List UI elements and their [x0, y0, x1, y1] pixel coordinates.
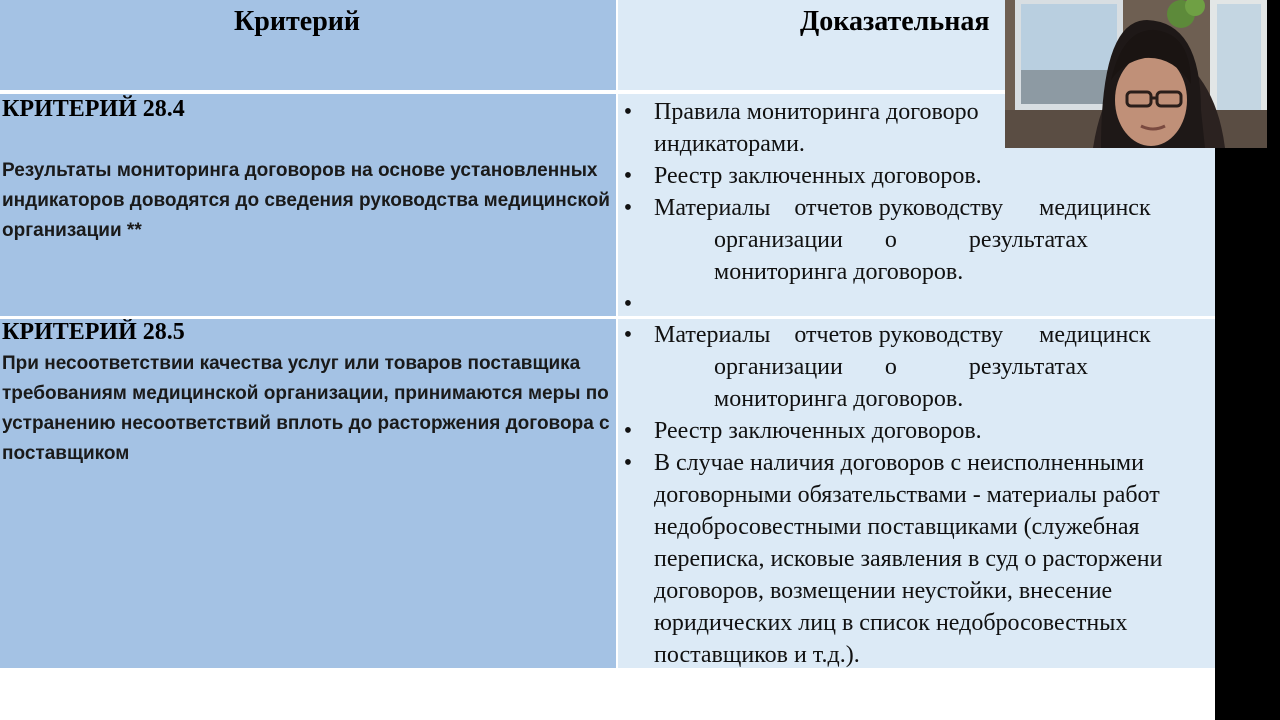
- bullet-icon: •: [623, 163, 633, 189]
- evidence-item: • В случае наличия договоров с неисполненными: [618, 447, 1215, 479]
- evidence-item: • Реестр заключенных договоров.: [618, 160, 1215, 192]
- evidence-item-continuation: организации о результатах: [714, 354, 1088, 380]
- evidence-item-continuation: мониторинга договоров.: [714, 259, 964, 285]
- criterion-28-4-title: КРИТЕРИЙ 28.4: [2, 96, 185, 122]
- evidence-item: • Правила мониторинга договоро: [618, 96, 1215, 128]
- evidence-item: • Реестр заключенных договоров.: [618, 415, 1215, 447]
- evidence-item-continuation: мониторинга договоров.: [714, 386, 964, 412]
- evidence-item-continuation: договорными обязательствами - материалы работ: [654, 482, 1160, 508]
- evidence-item-continuation: поставщиков и т.д.).: [654, 642, 860, 668]
- criterion-28-4-cell: [0, 94, 616, 316]
- webcam-video-feed: [1005, 0, 1267, 148]
- criterion-28-5-description: При несоответствии качества услуг или товаров поставщика требованиям медицинской организации, принимаются меры по устранению несоответствий вплоть до расторжения договора с поставщиком: [2, 353, 610, 464]
- bullet-icon: •: [623, 195, 633, 221]
- evidence-item-continuation: организации о результатах: [714, 227, 1088, 253]
- evidence-item-continuation: юридических лиц в список недобросовестных: [654, 610, 1128, 636]
- bullet-icon: •: [623, 418, 633, 444]
- criterion-28-5-cell: [0, 319, 616, 668]
- evidence-item-continuation: индикаторами.: [654, 131, 805, 157]
- header-evidence-title: Доказательная: [800, 6, 990, 37]
- bullet-icon: •: [623, 99, 633, 125]
- evidence-28-5-cell: [618, 319, 1215, 668]
- criterion-28-5-title: КРИТЕРИЙ 28.5: [2, 319, 185, 345]
- bullet-icon: •: [623, 291, 633, 316]
- evidence-28-5-list: [618, 319, 1215, 668]
- bullet-icon: •: [623, 322, 633, 348]
- evidence-item-continuation: недобросовестными поставщиками (служебная: [654, 514, 1140, 540]
- evidence-item-continuation: переписка, исковые заявления в суд о расторжени: [654, 546, 1163, 572]
- bullet-icon: •: [623, 450, 633, 476]
- evidence-item: • Материалы отчетов руководству медицинск: [618, 319, 1215, 351]
- header-criterion-cell: [0, 0, 616, 90]
- evidence-item: • Материалы отчетов руководству медицинск: [618, 192, 1215, 224]
- header-criterion-title: Критерий: [234, 6, 361, 37]
- evidence-item-continuation: договоров, возмещении неустойки, внесение: [654, 578, 1113, 604]
- criterion-28-4-description: Результаты мониторинга договоров на основе установленных индикаторов доводятся до сведения руководства медицинской организации **: [2, 160, 610, 241]
- webcam-overlay[interactable]: [1005, 0, 1267, 148]
